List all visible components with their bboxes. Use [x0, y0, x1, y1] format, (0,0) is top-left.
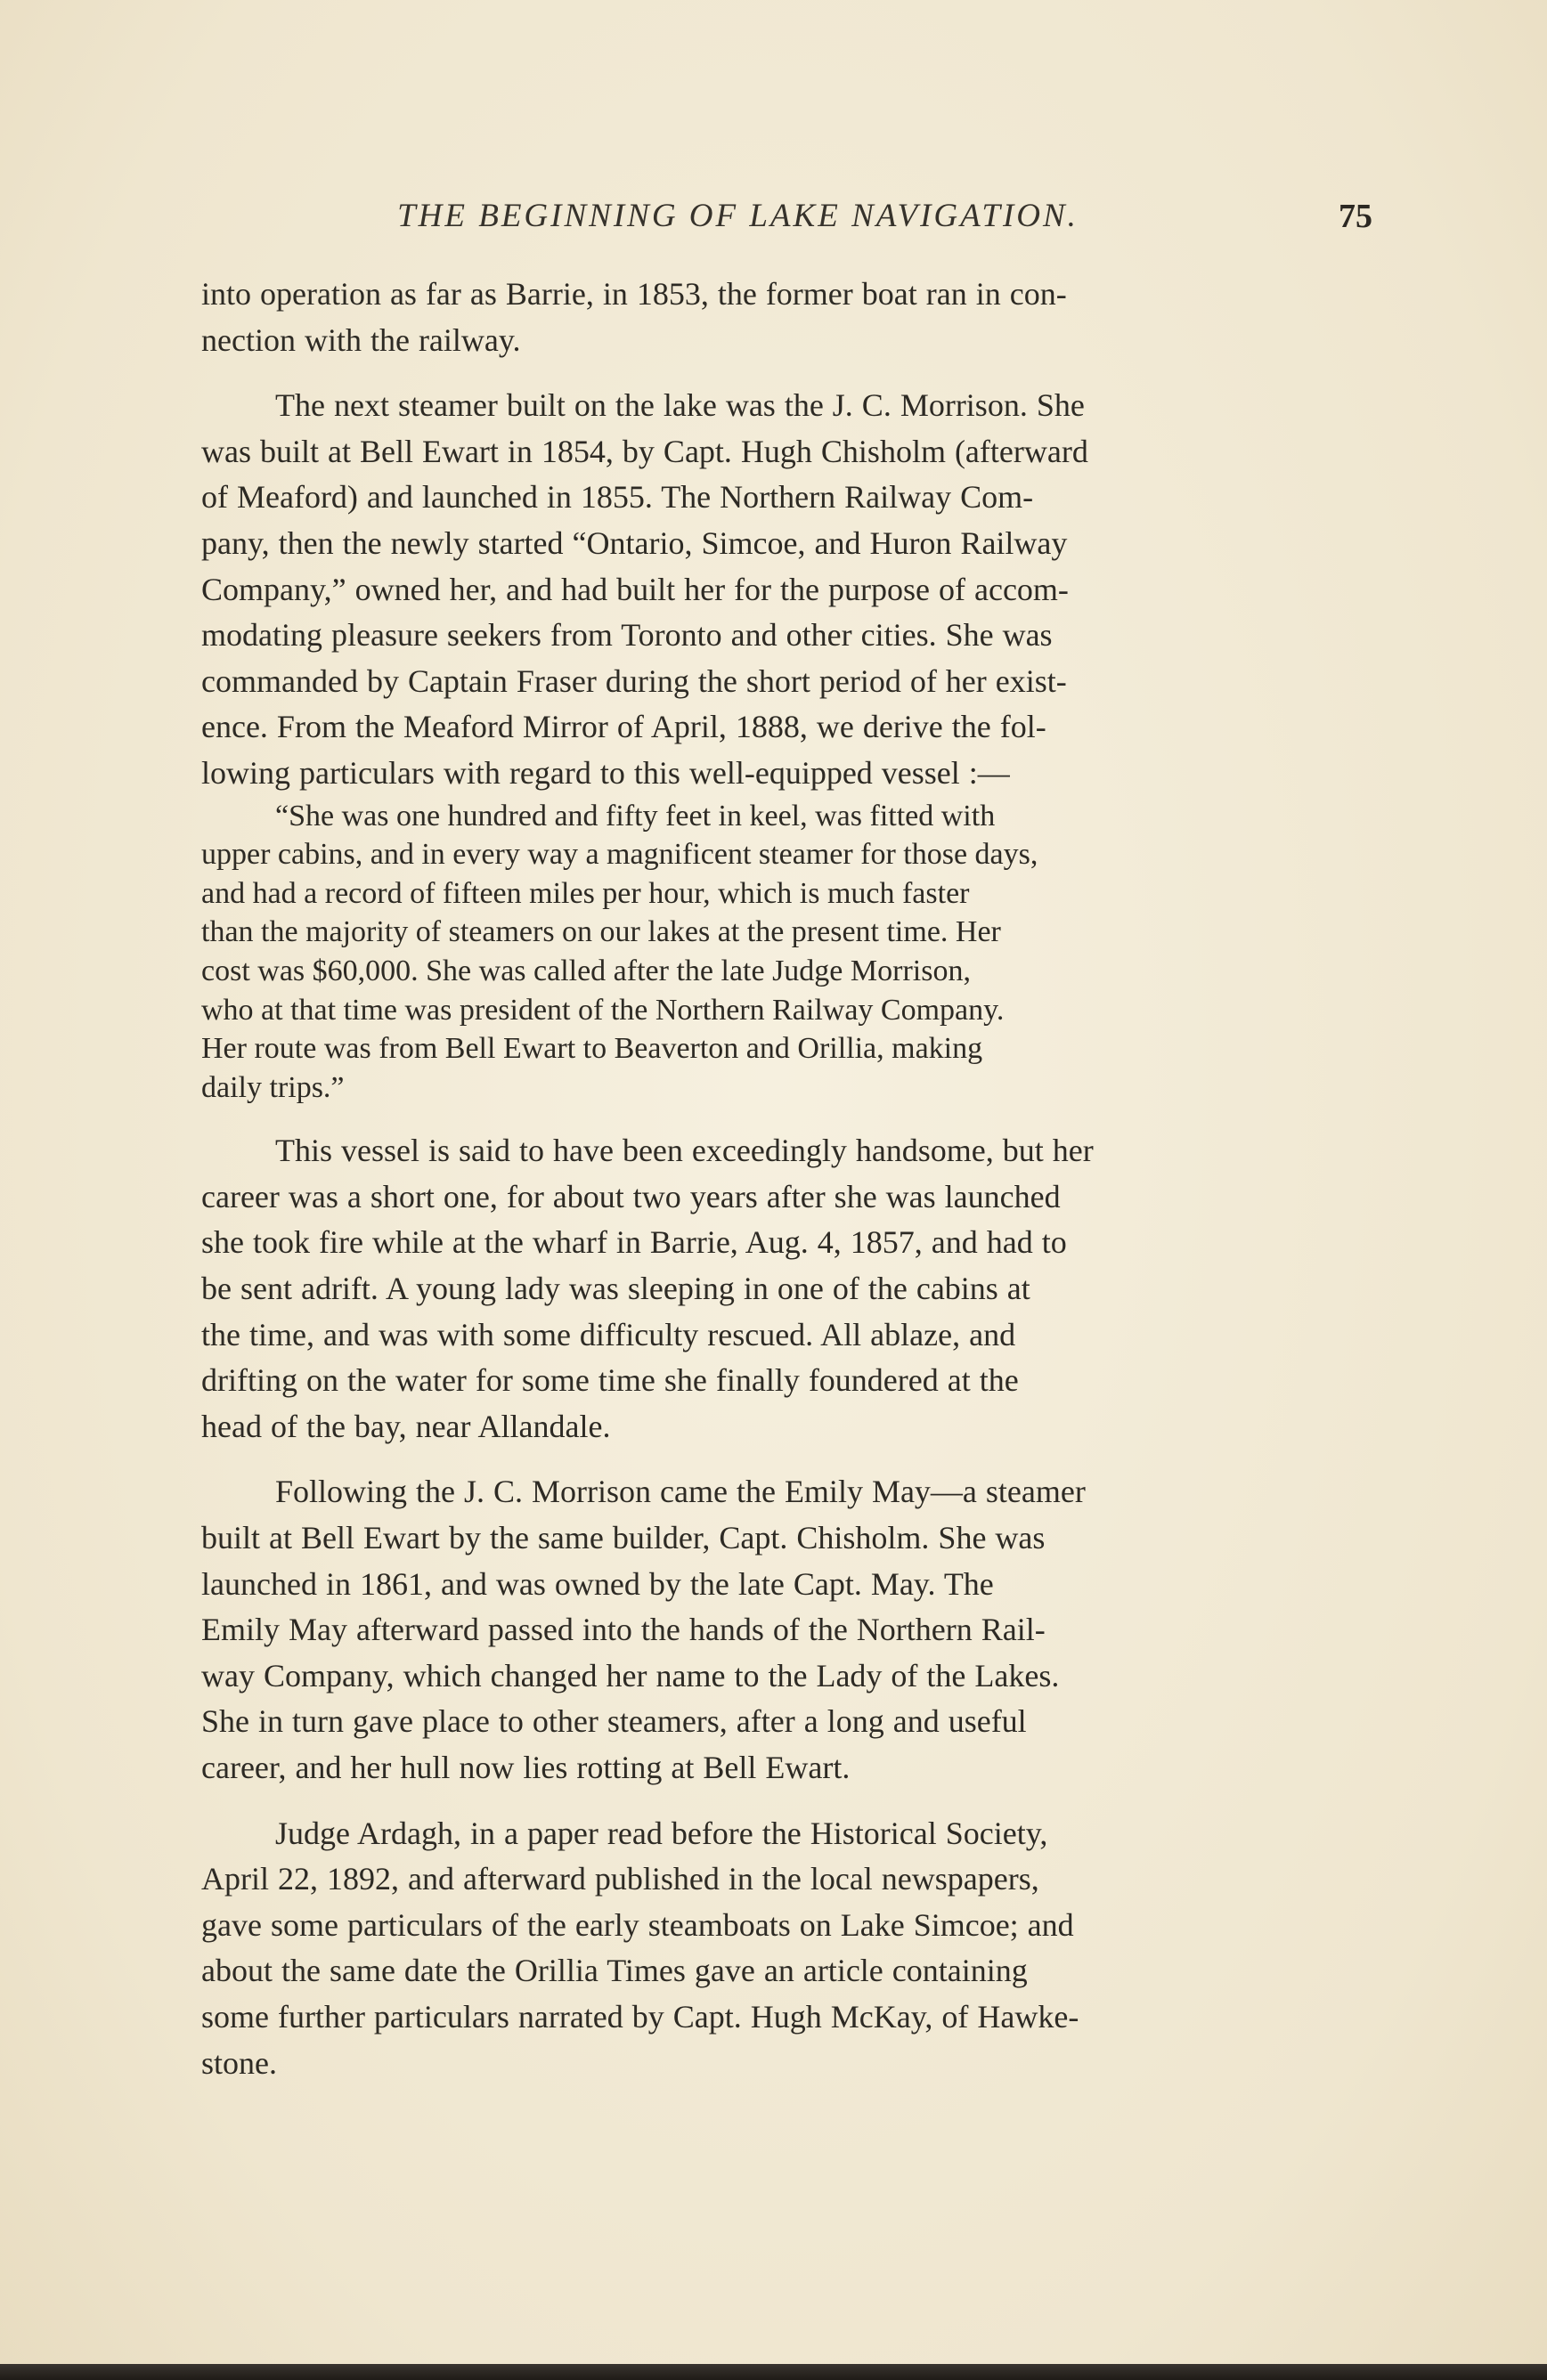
text-line: cost was $60,000. She was called after the late Judge Morrison, — [201, 954, 971, 987]
text-line: of Meaford) and launched in 1855. The Northern Railway Com- — [201, 479, 1034, 516]
text-line: gave some particulars of the early steamboats on Lake Simcoe; and — [201, 1906, 1074, 1943]
text-line: “She was one hundred and fifty feet in keel, was fitted with — [275, 799, 996, 833]
paragraph-6 — [201, 1811, 1366, 2087]
text-line: and had a record of fifteen miles per hour, which is much faster — [201, 876, 970, 910]
text-line: upper cabins, and in every way a magnificent steamer for those days, — [201, 838, 1038, 872]
text-line: pany, then the newly started “Ontario, Simcoe, and Huron Railway — [201, 524, 1068, 561]
text-line: career was a short one, for about two years after she was launched — [201, 1178, 1061, 1214]
text-line: way Company, which changed her name to the Lady of the Lakes. — [201, 1657, 1060, 1694]
paragraph-2 — [201, 383, 1366, 796]
text-line: head of the bay, near Allandale. — [201, 1408, 611, 1444]
paragraph-1 — [201, 272, 1366, 363]
running-header — [201, 194, 1372, 239]
text-line: ence. From the Meaford Mirror of April, 1888, we derive the fol- — [201, 709, 1046, 745]
text-line: Following the J. C. Morrison came the Emily May—a steamer — [275, 1474, 1086, 1510]
text-line: into operation as far as Barrie, in 1853, the former boat ran in con- — [201, 276, 1067, 312]
text-line: some further particulars narrated by Capt. Hugh McKay, of Hawke- — [201, 1998, 1079, 2035]
text-line: The next steamer built on the lake was the J. C. Morrison. She — [275, 387, 1085, 424]
text-line: about the same date the Orillia Times gave an article containing — [201, 1953, 1028, 1989]
text-line: Her route was from Bell Ewart to Beaverton and Orillia, making — [201, 1032, 983, 1066]
text-line: lowing particulars with regard to this well-equipped vessel :— — [201, 754, 1010, 791]
text-line: drifting on the water for some time she finally foundered at the — [201, 1362, 1019, 1399]
running-title: THE BEGINNING OF LAKE NAVIGATION. — [397, 198, 1079, 234]
text-line: was built at Bell Ewart in 1854, by Capt. Hugh Chisholm (afterward — [201, 433, 1088, 469]
text-line: April 22, 1892, and afterward published in the local newspapers, — [201, 1861, 1039, 1897]
text-line: Judge Ardagh, in a paper read before the Historical Society, — [275, 1815, 1048, 1851]
text-line: stone. — [201, 2044, 277, 2081]
text-line: commanded by Captain Fraser during the short period of her exist- — [201, 662, 1067, 699]
text-line: than the majority of steamers on our lakes at the present time. Her — [201, 915, 1001, 949]
text-line: be sent adrift. A young lady was sleeping in one of the cabins at — [201, 1271, 1030, 1307]
text-line: the time, and was with some difficulty rescued. All ablaze, and — [201, 1316, 1016, 1352]
text-line: who at that time was president of the Northern Railway Company. — [201, 993, 1005, 1027]
quoted-passage — [201, 797, 1366, 1108]
text-line: She in turn gave place to other steamers, after a long and useful — [201, 1703, 1027, 1740]
text-line: Company,” owned her, and had built her for the purpose of accom- — [201, 571, 1069, 607]
text-line: daily trips.” — [201, 1070, 345, 1104]
text-line: built at Bell Ewart by the same builder, Capt. Chisholm. She was — [201, 1520, 1046, 1556]
page-number: 75 — [1339, 198, 1372, 235]
page-bottom-edge — [0, 2364, 1547, 2380]
text-line: nection with the railway. — [201, 321, 521, 358]
text-line: career, and her hull now lies rotting at Bell Ewart. — [201, 1750, 851, 1785]
paragraph-5 — [201, 1469, 1366, 1791]
text-line: launched in 1861, and was owned by the late Capt. May. The — [201, 1565, 994, 1602]
text-line: she took fire while at the wharf in Barrie, Aug. 4, 1857, and had to — [201, 1224, 1067, 1261]
text-line: This vessel is said to have been exceedingly handsome, but her — [275, 1133, 1094, 1169]
body-text — [201, 272, 1366, 2086]
paragraph-4 — [201, 1128, 1366, 1450]
text-line: Emily May afterward passed into the hands of the Northern Rail- — [201, 1612, 1046, 1648]
text-line: modating pleasure seekers from Toronto and other cities. She was — [201, 617, 1053, 654]
